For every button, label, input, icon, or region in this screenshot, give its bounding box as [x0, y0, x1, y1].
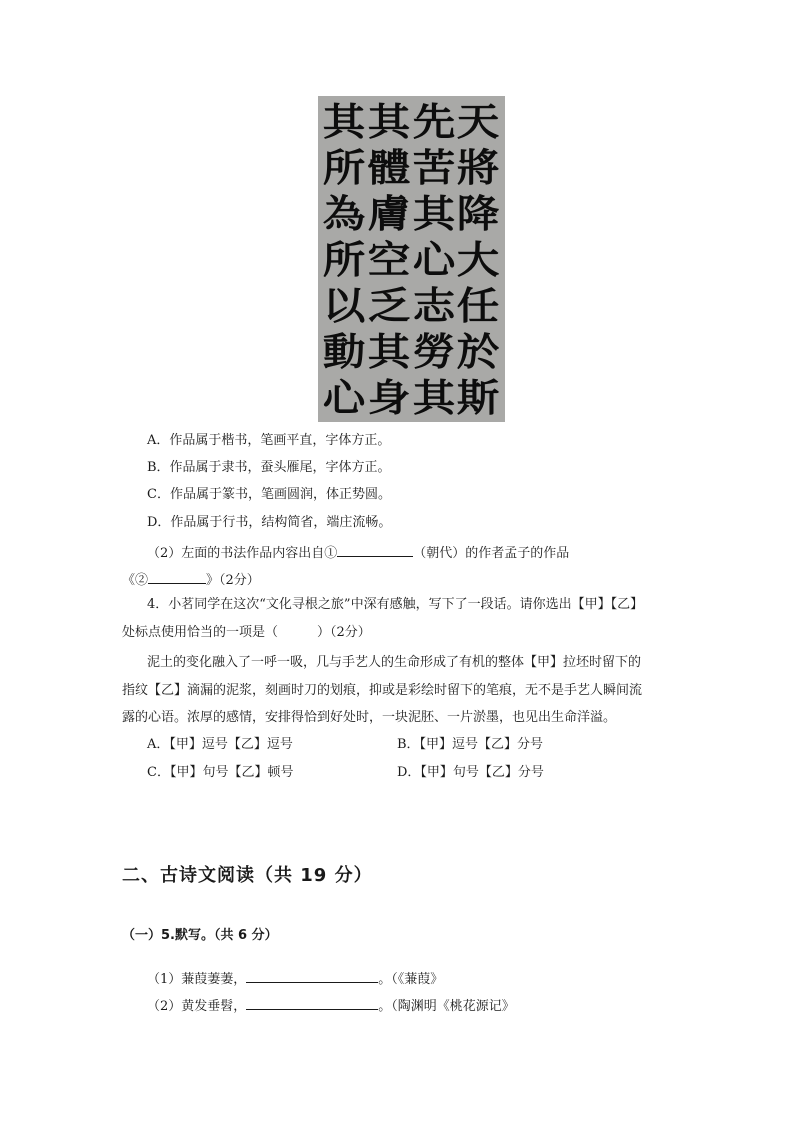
calligraphy-artwork — [318, 96, 505, 422]
calligraphy-char: 其 — [322, 99, 366, 144]
q3-sub2-line2 — [122, 571, 260, 587]
dictation-item-1-prefix: （1）蒹葭萋萋， — [147, 972, 247, 987]
dictation-item-1 — [147, 970, 443, 986]
q3-sub2-text-a: （2）左面的书法作品内容出自① — [147, 546, 338, 561]
calligraphy-char: 於 — [456, 329, 500, 374]
q4-passage-line2: 指纹【乙】滴漏的泥浆，刻画时刀的划痕，抑或是彩绘时留下的笔痕，无不是手艺人瞬间流 — [122, 683, 643, 698]
calligraphy-char: 其 — [412, 191, 456, 236]
calligraphy-char: 膚 — [367, 191, 411, 236]
q4-option-c: C．【甲】句号【乙】顿号 — [147, 765, 294, 780]
q3-option-d: D．作品属于行书，结构简省，端庄流畅。 — [147, 515, 392, 530]
calligraphy-char: 天 — [456, 99, 500, 144]
calligraphy-char: 動 — [322, 329, 366, 374]
calligraphy-char: 斯 — [456, 375, 500, 420]
subsection-1-heading: （一）5.默写。（共 6 分） — [122, 928, 278, 943]
calligraphy-char: 心 — [412, 237, 456, 282]
calligraphy-char: 任 — [456, 283, 500, 328]
calligraphy-column-1 — [455, 99, 501, 420]
calligraphy-char: 所 — [322, 237, 366, 282]
q3-option-c: C．作品属于篆书，笔画圆润，体正势圆。 — [147, 487, 391, 502]
q3-option-a: A．作品属于楷书，笔画平直，字体方正。 — [147, 433, 391, 448]
calligraphy-char: 空 — [367, 237, 411, 282]
q4-option-b: B．【甲】逗号【乙】分号 — [397, 737, 544, 752]
calligraphy-char: 其 — [412, 375, 456, 420]
q4-passage-line3: 露的心语。浓厚的感情，安排得恰到好处时，一块泥胚、一片淤墨，也见出生命洋溢。 — [122, 710, 617, 725]
dictation-item-2-suffix: 。（陶渊明《桃花源记》 — [378, 999, 515, 1014]
dictation-blank-1[interactable] — [246, 970, 378, 983]
section-2-heading: 二、古诗文阅读（共 19 分） — [122, 865, 373, 886]
dictation-item-2-prefix: （2）黄发垂髫， — [147, 999, 247, 1014]
calligraphy-char: 降 — [456, 191, 500, 236]
dictation-item-1-suffix: 。（《蒹葭》 — [378, 972, 444, 987]
calligraphy-column-2 — [411, 99, 457, 420]
answer-blank-work[interactable] — [148, 571, 206, 584]
calligraphy-char: 體 — [367, 145, 411, 190]
q3-sub2-line — [147, 544, 569, 560]
q4-stem-line1: 4．小茗同学在这次“文化寻根之旅”中深有感触，写下了一段话。请你选出【甲】【乙】 — [147, 597, 644, 612]
calligraphy-char: 所 — [322, 145, 366, 190]
answer-blank-dynasty[interactable] — [337, 544, 413, 557]
q3-sub2-text-d: 》（2分） — [206, 573, 260, 588]
q4-passage-line1: 泥土的变化融入了一呼一吸，几与手艺人的生命形成了有机的整体【甲】拉坯时留下的 — [147, 655, 642, 670]
q3-sub2-text-b: （朝代）的作者孟子的作品 — [413, 546, 570, 561]
calligraphy-char: 心 — [322, 375, 366, 420]
dictation-blank-2[interactable] — [246, 997, 378, 1010]
calligraphy-char: 身 — [367, 375, 411, 420]
calligraphy-char: 苦 — [412, 145, 456, 190]
calligraphy-char: 以 — [322, 283, 366, 328]
q3-sub2-text-c: 《② — [122, 573, 149, 588]
calligraphy-column-4 — [321, 99, 367, 420]
calligraphy-char: 大 — [456, 237, 500, 282]
q4-stem-line2: 处标点使用恰当的一项是（ ）（2分） — [122, 625, 371, 640]
calligraphy-column-3 — [366, 99, 412, 420]
q4-option-a: A．【甲】逗号【乙】逗号 — [147, 737, 293, 752]
calligraphy-char: 其 — [367, 99, 411, 144]
calligraphy-char: 先 — [412, 99, 456, 144]
calligraphy-char: 勞 — [412, 329, 456, 374]
calligraphy-char: 乏 — [367, 283, 411, 328]
dictation-item-2 — [147, 997, 515, 1013]
q3-option-b: B．作品属于隶书，蚕头雁尾，字体方正。 — [147, 460, 391, 475]
calligraphy-char: 為 — [322, 191, 366, 236]
calligraphy-char: 志 — [412, 283, 456, 328]
calligraphy-char: 其 — [367, 329, 411, 374]
q4-option-d: D．【甲】句号【乙】分号 — [397, 765, 544, 780]
calligraphy-char: 將 — [456, 145, 500, 190]
